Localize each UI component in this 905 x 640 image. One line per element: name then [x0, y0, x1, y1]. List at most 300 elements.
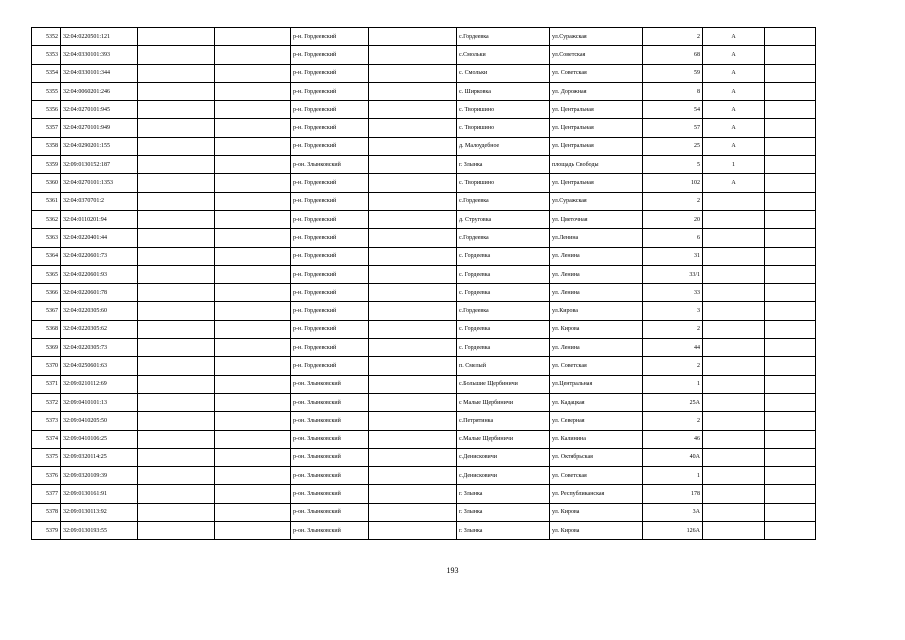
cell-district: р-н. Гордеевский: [291, 101, 369, 119]
cell-blank-col-6: [369, 522, 457, 540]
table-row: [32, 174, 816, 192]
cell-cadastral-number: 32:04:0220401:44: [61, 229, 138, 247]
table-row: [32, 265, 816, 283]
cell-blank-col-11: [765, 46, 816, 64]
cell-street: ул. Октябрьская: [550, 448, 643, 466]
cell-blank-col-4: [215, 119, 291, 137]
cell-blank-col-4: [215, 64, 291, 82]
cell-street: ул. Калинина: [550, 430, 643, 448]
cell-building-letter: [703, 265, 765, 283]
cell-blank-col-3: [138, 265, 215, 283]
cell-row-number: 5373: [32, 412, 61, 430]
cell-house-number: 25А: [643, 393, 703, 411]
cell-street: ул. Советская: [550, 467, 643, 485]
cell-district: р-он. Злынковский: [291, 156, 369, 174]
cell-settlement: с.Смольки: [457, 46, 550, 64]
cell-blank-col-6: [369, 503, 457, 521]
cell-blank-col-11: [765, 339, 816, 357]
cell-blank-col-6: [369, 137, 457, 155]
cell-blank-col-4: [215, 302, 291, 320]
cell-settlement: с.Гордеевка: [457, 192, 550, 210]
cell-blank-col-3: [138, 210, 215, 228]
cell-street: ул.Кирова: [550, 302, 643, 320]
cell-district: р-он. Злынковский: [291, 467, 369, 485]
cell-street: ул.Советская: [550, 46, 643, 64]
cell-district: р-н. Гордеевский: [291, 302, 369, 320]
cell-blank-col-6: [369, 229, 457, 247]
cell-district: р-н. Гордеевский: [291, 174, 369, 192]
cell-blank-col-6: [369, 210, 457, 228]
cell-blank-col-4: [215, 375, 291, 393]
cell-settlement: с Малые Щербиничи: [457, 393, 550, 411]
cell-house-number: 68: [643, 46, 703, 64]
cell-building-letter: [703, 210, 765, 228]
cell-blank-col-3: [138, 467, 215, 485]
cell-blank-col-11: [765, 448, 816, 466]
cell-blank-col-3: [138, 320, 215, 338]
cell-street: ул. Ленина: [550, 284, 643, 302]
table-row: [32, 192, 816, 210]
cell-district: р-н. Гордеевский: [291, 357, 369, 375]
cell-blank-col-11: [765, 192, 816, 210]
cell-district: р-н. Гордеевский: [291, 284, 369, 302]
cell-cadastral-number: 32:04:0290201:155: [61, 137, 138, 155]
cell-settlement: с. Гордеевка: [457, 247, 550, 265]
cell-settlement: с. Гордеевка: [457, 284, 550, 302]
cell-cadastral-number: 32:04:0220305:60: [61, 302, 138, 320]
cell-blank-col-3: [138, 284, 215, 302]
cell-building-letter: [703, 430, 765, 448]
cell-blank-col-3: [138, 503, 215, 521]
cell-row-number: 5365: [32, 265, 61, 283]
cell-blank-col-4: [215, 46, 291, 64]
cell-blank-col-6: [369, 448, 457, 466]
cell-row-number: 5364: [32, 247, 61, 265]
cell-row-number: 5368: [32, 320, 61, 338]
page-number: 193: [446, 566, 459, 575]
cell-street: ул. Цветочная: [550, 210, 643, 228]
cell-building-letter: [703, 412, 765, 430]
cell-house-number: 1: [643, 375, 703, 393]
cell-blank-col-3: [138, 46, 215, 64]
cell-blank-col-3: [138, 302, 215, 320]
cell-district: р-он. Злынковский: [291, 375, 369, 393]
cell-street: ул. Ленина: [550, 247, 643, 265]
cell-building-letter: [703, 320, 765, 338]
cell-blank-col-11: [765, 375, 816, 393]
cell-blank-col-11: [765, 64, 816, 82]
cell-settlement: г. Злынка: [457, 485, 550, 503]
cell-building-letter: 1: [703, 156, 765, 174]
cell-settlement: с.Гордеевка: [457, 229, 550, 247]
cell-blank-col-3: [138, 101, 215, 119]
cell-blank-col-6: [369, 467, 457, 485]
cell-blank-col-6: [369, 302, 457, 320]
table-row: [32, 229, 816, 247]
cell-district: р-н. Гордеевский: [291, 119, 369, 137]
cell-blank-col-3: [138, 119, 215, 137]
cell-cadastral-number: 32:04:0060201:246: [61, 82, 138, 100]
cell-street: ул. Кирова: [550, 503, 643, 521]
cell-row-number: 5371: [32, 375, 61, 393]
cell-settlement: с.Гордеевка: [457, 302, 550, 320]
cell-building-letter: А: [703, 82, 765, 100]
cell-cadastral-number: 32:04:0110201:94: [61, 210, 138, 228]
cell-blank-col-6: [369, 119, 457, 137]
cell-house-number: 3А: [643, 503, 703, 521]
cell-blank-col-11: [765, 174, 816, 192]
cell-cadastral-number: 32:09:0130161:91: [61, 485, 138, 503]
cell-row-number: 5362: [32, 210, 61, 228]
cell-settlement: с.Гордеевка: [457, 28, 550, 46]
cell-building-letter: [703, 192, 765, 210]
cell-building-letter: А: [703, 28, 765, 46]
cell-settlement: с.Петрятинка: [457, 412, 550, 430]
cell-blank-col-6: [369, 46, 457, 64]
cell-building-letter: А: [703, 101, 765, 119]
cell-settlement: с. Творишино: [457, 101, 550, 119]
cell-blank-col-11: [765, 265, 816, 283]
cell-district: р-н. Гордеевский: [291, 82, 369, 100]
cell-house-number: 54: [643, 101, 703, 119]
cell-district: р-н. Гордеевский: [291, 320, 369, 338]
table-row: [32, 467, 816, 485]
table-row: [32, 412, 816, 430]
cell-house-number: 8: [643, 82, 703, 100]
cell-row-number: 5352: [32, 28, 61, 46]
cell-blank-col-4: [215, 467, 291, 485]
cell-cadastral-number: 32:04:0220305:62: [61, 320, 138, 338]
cell-settlement: с. Гордеевка: [457, 339, 550, 357]
cell-street: ул. Республиканская: [550, 485, 643, 503]
table-row: [32, 101, 816, 119]
cell-cadastral-number: 32:04:0330101:393: [61, 46, 138, 64]
cell-row-number: 5367: [32, 302, 61, 320]
cell-blank-col-11: [765, 119, 816, 137]
cell-row-number: 5379: [32, 522, 61, 540]
cell-blank-col-11: [765, 101, 816, 119]
cell-blank-col-6: [369, 430, 457, 448]
cell-house-number: 2: [643, 28, 703, 46]
table-row: [32, 302, 816, 320]
cell-blank-col-3: [138, 430, 215, 448]
cell-row-number: 5356: [32, 101, 61, 119]
cell-district: р-н. Гордеевский: [291, 46, 369, 64]
table-row: [32, 503, 816, 521]
cell-building-letter: А: [703, 64, 765, 82]
cell-house-number: 2: [643, 320, 703, 338]
cell-blank-col-6: [369, 485, 457, 503]
cell-cadastral-number: 32:04:0330101:344: [61, 64, 138, 82]
cell-blank-col-4: [215, 485, 291, 503]
table-row: [32, 210, 816, 228]
cell-blank-col-11: [765, 229, 816, 247]
cell-blank-col-6: [369, 357, 457, 375]
cell-building-letter: [703, 522, 765, 540]
cell-blank-col-3: [138, 339, 215, 357]
cell-blank-col-3: [138, 192, 215, 210]
table-row: [32, 64, 816, 82]
cell-blank-col-3: [138, 448, 215, 466]
cell-house-number: 33: [643, 284, 703, 302]
cell-row-number: 5372: [32, 393, 61, 411]
table-row: [32, 393, 816, 411]
cell-cadastral-number: 32:09:0320109:39: [61, 467, 138, 485]
cell-blank-col-6: [369, 393, 457, 411]
cell-blank-col-6: [369, 101, 457, 119]
cell-blank-col-3: [138, 156, 215, 174]
cell-blank-col-3: [138, 28, 215, 46]
cell-settlement: г. Злынка: [457, 503, 550, 521]
cell-cadastral-number: 32:09:0320114:25: [61, 448, 138, 466]
cell-building-letter: А: [703, 137, 765, 155]
cell-district: р-он. Злынковский: [291, 522, 369, 540]
cell-blank-col-6: [369, 375, 457, 393]
cell-blank-col-4: [215, 284, 291, 302]
cell-district: р-он. Злынковский: [291, 503, 369, 521]
cell-blank-col-4: [215, 522, 291, 540]
cell-settlement: с.Денисковичи: [457, 467, 550, 485]
cell-blank-col-4: [215, 210, 291, 228]
cell-street: ул. Ленина: [550, 339, 643, 357]
cell-blank-col-4: [215, 265, 291, 283]
cell-settlement: с. Гордеевка: [457, 265, 550, 283]
cell-street: ул. Кирова: [550, 320, 643, 338]
cell-row-number: 5355: [32, 82, 61, 100]
cell-cadastral-number: 32:09:0130152:187: [61, 156, 138, 174]
cell-house-number: 126А: [643, 522, 703, 540]
cell-building-letter: [703, 393, 765, 411]
table-row: [32, 247, 816, 265]
cell-settlement: с. Смольки: [457, 64, 550, 82]
table-row: [32, 156, 816, 174]
cell-blank-col-11: [765, 247, 816, 265]
cell-house-number: 44: [643, 339, 703, 357]
cell-row-number: 5366: [32, 284, 61, 302]
cell-building-letter: [703, 339, 765, 357]
cell-blank-col-3: [138, 229, 215, 247]
cell-district: р-он. Злынковский: [291, 485, 369, 503]
cell-blank-col-4: [215, 320, 291, 338]
cell-blank-col-3: [138, 522, 215, 540]
cell-cadastral-number: 32:04:0270101:1353: [61, 174, 138, 192]
cell-building-letter: [703, 503, 765, 521]
cell-cadastral-number: 32:04:0220305:73: [61, 339, 138, 357]
cell-house-number: 25: [643, 137, 703, 155]
cell-street: площадь Свободы: [550, 156, 643, 174]
cell-district: р-н. Гордеевский: [291, 339, 369, 357]
cell-row-number: 5361: [32, 192, 61, 210]
cell-cadastral-number: 32:09:0410106:25: [61, 430, 138, 448]
cell-blank-col-11: [765, 210, 816, 228]
cell-district: р-н. Гордеевский: [291, 265, 369, 283]
cell-blank-col-3: [138, 247, 215, 265]
cell-street: ул. Центральная: [550, 119, 643, 137]
cell-cadastral-number: 32:04:0220601:78: [61, 284, 138, 302]
cell-blank-col-11: [765, 302, 816, 320]
table-row: [32, 448, 816, 466]
cell-blank-col-11: [765, 82, 816, 100]
cell-cadastral-number: 32:09:0410205:50: [61, 412, 138, 430]
cell-blank-col-4: [215, 393, 291, 411]
cell-blank-col-4: [215, 448, 291, 466]
cell-settlement: с. Творишино: [457, 174, 550, 192]
cell-blank-col-6: [369, 174, 457, 192]
cell-building-letter: [703, 302, 765, 320]
cell-blank-col-4: [215, 229, 291, 247]
cell-cadastral-number: 32:04:0370701:2: [61, 192, 138, 210]
cell-blank-col-11: [765, 357, 816, 375]
cell-blank-col-6: [369, 412, 457, 430]
cell-row-number: 5358: [32, 137, 61, 155]
cell-street: ул.Центральная: [550, 375, 643, 393]
cell-row-number: 5359: [32, 156, 61, 174]
cell-blank-col-4: [215, 28, 291, 46]
cell-district: р-он. Злынковский: [291, 430, 369, 448]
cell-cadastral-number: 32:09:0130113:92: [61, 503, 138, 521]
cell-cadastral-number: 32:09:0210112:69: [61, 375, 138, 393]
cell-building-letter: [703, 357, 765, 375]
cell-cadastral-number: 32:04:0220501:121: [61, 28, 138, 46]
cell-row-number: 5363: [32, 229, 61, 247]
cell-row-number: 5357: [32, 119, 61, 137]
cell-blank-col-3: [138, 485, 215, 503]
cell-house-number: 3: [643, 302, 703, 320]
cell-building-letter: [703, 467, 765, 485]
cell-blank-col-6: [369, 339, 457, 357]
registry-table: [31, 27, 816, 540]
cell-settlement: с. Гордеевка: [457, 320, 550, 338]
cell-house-number: 31: [643, 247, 703, 265]
table-row: [32, 430, 816, 448]
cell-row-number: 5353: [32, 46, 61, 64]
cell-house-number: 6: [643, 229, 703, 247]
cell-cadastral-number: 32:04:0220601:93: [61, 265, 138, 283]
cell-district: р-н. Гордеевский: [291, 28, 369, 46]
cell-row-number: 5369: [32, 339, 61, 357]
cell-settlement: с.Большие Щербиничи: [457, 375, 550, 393]
cell-house-number: 2: [643, 357, 703, 375]
cell-blank-col-11: [765, 156, 816, 174]
cell-building-letter: [703, 485, 765, 503]
cell-blank-col-11: [765, 522, 816, 540]
cell-row-number: 5377: [32, 485, 61, 503]
cell-street: ул. Центральная: [550, 174, 643, 192]
cell-blank-col-4: [215, 156, 291, 174]
cell-district: р-н. Гордеевский: [291, 229, 369, 247]
cell-blank-col-6: [369, 284, 457, 302]
table-row: [32, 119, 816, 137]
cell-street: ул.Суражская: [550, 28, 643, 46]
cell-blank-col-11: [765, 320, 816, 338]
cell-settlement: д. Малоудебное: [457, 137, 550, 155]
cell-cadastral-number: 32:04:0250601:63: [61, 357, 138, 375]
cell-house-number: 59: [643, 64, 703, 82]
cell-settlement: д. Струговка: [457, 210, 550, 228]
cell-district: р-он. Злынковский: [291, 412, 369, 430]
cell-blank-col-3: [138, 82, 215, 100]
cell-street: ул.Суражская: [550, 192, 643, 210]
cell-district: р-н. Гордеевский: [291, 192, 369, 210]
cell-district: р-н. Гордеевский: [291, 210, 369, 228]
table-row: [32, 357, 816, 375]
cell-settlement: г. Злынка: [457, 522, 550, 540]
cell-blank-col-11: [765, 284, 816, 302]
cell-district: р-н. Гордеевский: [291, 247, 369, 265]
cell-blank-col-3: [138, 357, 215, 375]
table-row: [32, 28, 816, 46]
cell-blank-col-3: [138, 412, 215, 430]
cell-house-number: 5: [643, 156, 703, 174]
cell-district: р-он. Злынковский: [291, 448, 369, 466]
cell-cadastral-number: 32:09:0410101:13: [61, 393, 138, 411]
cell-building-letter: А: [703, 119, 765, 137]
cell-blank-col-3: [138, 64, 215, 82]
cell-blank-col-4: [215, 357, 291, 375]
cell-blank-col-11: [765, 393, 816, 411]
cell-street: ул. Кадацкая: [550, 393, 643, 411]
cell-blank-col-6: [369, 247, 457, 265]
cell-blank-col-6: [369, 156, 457, 174]
cell-building-letter: А: [703, 174, 765, 192]
cell-building-letter: [703, 448, 765, 466]
table-row: [32, 522, 816, 540]
cell-district: р-он. Злынковский: [291, 393, 369, 411]
cell-blank-col-4: [215, 430, 291, 448]
cell-house-number: 33/1: [643, 265, 703, 283]
cell-building-letter: [703, 247, 765, 265]
cell-cadastral-number: 32:04:0270101:949: [61, 119, 138, 137]
cell-blank-col-4: [215, 412, 291, 430]
cell-street: ул. Ленина: [550, 265, 643, 283]
cell-settlement: с. Творишино: [457, 119, 550, 137]
cell-house-number: 40А: [643, 448, 703, 466]
cell-blank-col-4: [215, 339, 291, 357]
cell-blank-col-6: [369, 64, 457, 82]
cell-settlement: п. Смелый: [457, 357, 550, 375]
cell-house-number: 2: [643, 412, 703, 430]
cell-blank-col-6: [369, 320, 457, 338]
cell-blank-col-4: [215, 82, 291, 100]
cell-settlement: с.Денисковичи: [457, 448, 550, 466]
cell-blank-col-11: [765, 412, 816, 430]
cell-row-number: 5378: [32, 503, 61, 521]
table-row: [32, 284, 816, 302]
cell-blank-col-6: [369, 82, 457, 100]
cell-row-number: 5370: [32, 357, 61, 375]
cell-row-number: 5375: [32, 448, 61, 466]
cell-building-letter: [703, 375, 765, 393]
cell-cadastral-number: 32:04:0270101:945: [61, 101, 138, 119]
cell-cadastral-number: 32:09:0130193:55: [61, 522, 138, 540]
cell-blank-col-6: [369, 265, 457, 283]
table-row: [32, 320, 816, 338]
cell-building-letter: А: [703, 46, 765, 64]
cell-blank-col-4: [215, 503, 291, 521]
cell-blank-col-6: [369, 192, 457, 210]
cell-house-number: 102: [643, 174, 703, 192]
cell-district: р-н. Гордеевский: [291, 64, 369, 82]
cell-cadastral-number: 32:04:0220601:73: [61, 247, 138, 265]
cell-street: ул. Дорожная: [550, 82, 643, 100]
cell-street: ул. Советская: [550, 357, 643, 375]
cell-blank-col-6: [369, 28, 457, 46]
cell-settlement: с. Ширковка: [457, 82, 550, 100]
table-row: [32, 339, 816, 357]
cell-blank-col-3: [138, 393, 215, 411]
registry-body: [32, 28, 816, 540]
cell-blank-col-11: [765, 430, 816, 448]
